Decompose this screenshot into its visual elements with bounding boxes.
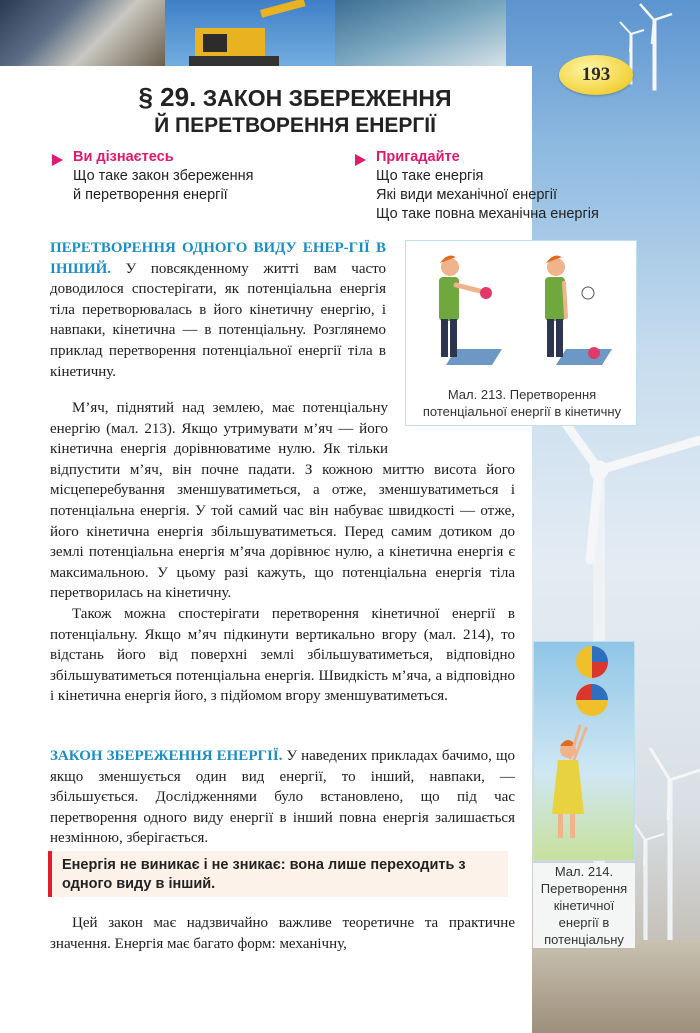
title-line-1: ЗАКОН ЗБЕРЕЖЕННЯ (202, 85, 452, 111)
triangle-bullet-icon (52, 154, 63, 166)
photo-machinery (0, 0, 165, 66)
photo-landscape (335, 0, 506, 66)
title-line-2: Й ПЕРЕТВОРЕННЯ ЕНЕРГІЇ (154, 114, 436, 137)
recall-box (376, 148, 636, 224)
photo-excavator (165, 0, 335, 66)
section-number: § 29. (138, 82, 197, 112)
section-1-lead: У повсякденному житті вам часто доводилося спостерігати, як потенціальна енергія тіла перетворювалась в його кінетичну енергію, і навпаки, кінетична — в потенціальну. Розглянемо приклад перетворення потенціальної енергії тіла в кінетичну. (50, 260, 386, 380)
section-1-intro (50, 238, 386, 382)
recall-box-line: Які види механічної енергії (376, 187, 557, 203)
ground-field (520, 940, 700, 1033)
section-1-body (50, 398, 515, 707)
page-title (95, 84, 495, 139)
section-3 (50, 913, 515, 954)
recall-box-line: Що таке повна механічна енергія (376, 206, 599, 222)
learn-box-heading: Ви дізнаєтесь (73, 149, 174, 165)
recall-box-line: Що таке енергія (376, 168, 484, 184)
figure-214-caption: Мал. 214. Перетворення кінетичної енергії в потенціальну (533, 863, 635, 948)
section-2-heading: ЗАКОН ЗБЕРЕЖЕННЯ ЕНЕРГІЇ. (50, 748, 283, 764)
rule-text: Енергія не виникає і не зникає: вона лише переходить з одного виду в інший. (62, 857, 466, 892)
learn-box-line: й перетворення енергії (73, 187, 228, 203)
recall-box-heading: Пригадайте (376, 149, 460, 165)
figure-213-illustration (406, 241, 636, 381)
rule-callout (48, 851, 508, 897)
page-number-badge: 193 (559, 55, 633, 95)
final-paragraph: Цей закон має надзвичайно важливе теоретичне та практичне значення. Енергія має багато форм: механічну, (50, 915, 515, 952)
section-1-paragraph-2: М’яч, піднятий над землею, має потенціальну енергію (мал. 213). Якщо утримувати м’яч — його кінетична енергія дорівнюватиме нулю. Як тільки відпустити м’яч, він почне падати. З кожною миттю висота його місцеперебування зменшуватиметься, а отже, зменшуватиметься і потенціальна енергія. У той самий час він набуває швидкості — отже, його кінетична енергія збільшуватиметься. Перед самим дотиком до землі потенціальна енергія м’яча дорівнює нулю, а кінетична енергія є максимальною. У цьому разі кажуть, що потенціальна енергія тіла перетворилась на кінетичну. (50, 400, 515, 602)
section-2-text: У наведених прикладах бачимо, що якщо зменшується один вид енергії, то інший, навпаки, — збільшується. Дослідженнями було встановлено, що під час перетворення одного виду енергії в інший повна енергія залишається незмінною, зберігається. (50, 748, 515, 847)
learn-box (73, 148, 323, 205)
learn-box-line: Що таке закон збереження (73, 168, 254, 184)
figure-213-caption: Мал. 213. Перетворення потенціальної енергії в кінетичну (422, 387, 622, 419)
section-2 (50, 746, 515, 849)
figure-214-illustration (534, 642, 634, 860)
figure-214 (533, 641, 635, 861)
section-1-paragraph-3: Також можна спостерігати перетворення кінетичної енергії в потенціальну. Якщо м’яч підкинути вертикально вгору (мал. 214), то відстань його від поверхні землі збільшуватиметься, відповідно збільшуватиметься потенціальна енергія. Швидкість м’яча, а відповідно і кінетична енергія його, з підйомом вгору зменшуватиметься. (50, 605, 515, 705)
triangle-bullet-icon (355, 154, 366, 166)
section-1-heading: ПЕРЕТВОРЕННЯ ОДНОГО ВИДУ ЕНЕР-ГІЇ В ІНШИЙ. (50, 240, 386, 277)
header-photo-strip (0, 0, 506, 66)
